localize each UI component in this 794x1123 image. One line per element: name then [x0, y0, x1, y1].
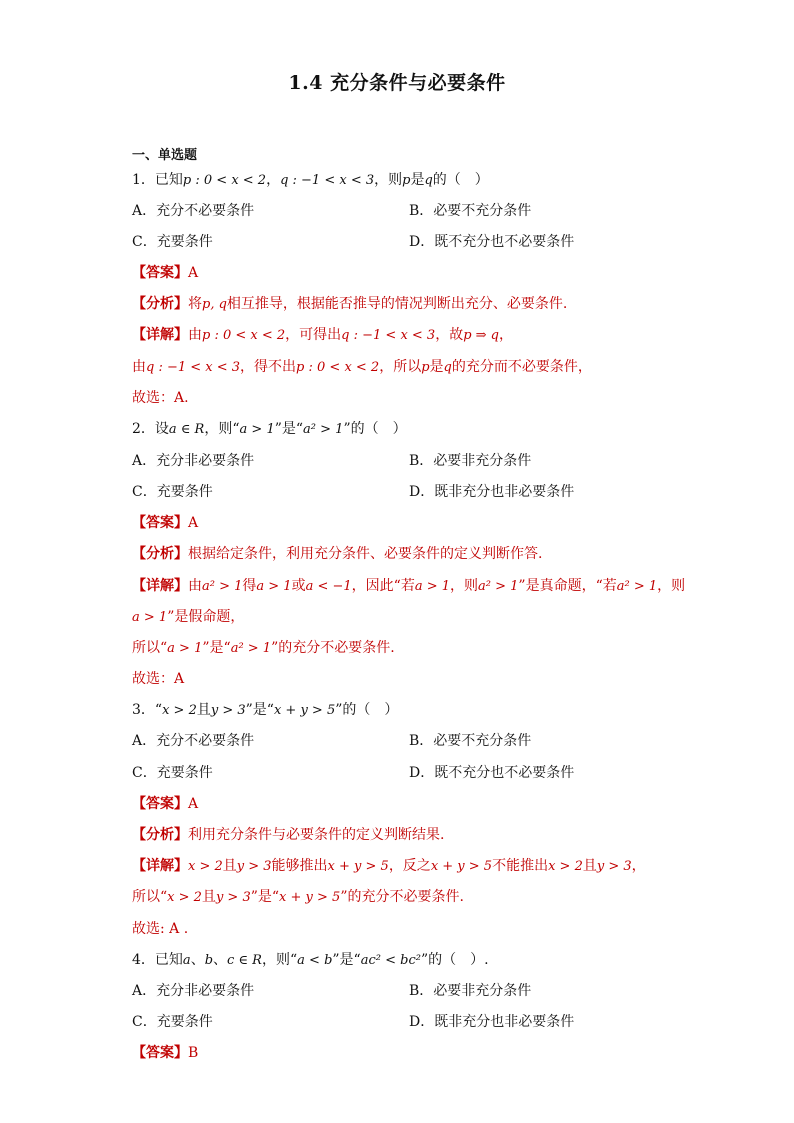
- q3-math: x + y > 5: [273, 703, 336, 718]
- q1-detail-text: ，故: [435, 327, 464, 343]
- q1-p-var: p: [402, 173, 411, 188]
- q3-detail-math: y > 3: [236, 859, 272, 874]
- q3-detail-math: x > 2: [188, 859, 223, 874]
- q2-detail-line1: [132, 576, 685, 597]
- q3-analysis: [132, 825, 444, 845]
- q2-detail-math: a < −1: [305, 579, 352, 594]
- q2-detail-math: a² > 1: [230, 641, 272, 656]
- q2-detail-text: ，因此“若: [351, 578, 415, 594]
- q1-stem-text: ，则: [374, 172, 403, 188]
- q4-stem-text: 、: [190, 952, 205, 968]
- q3-math: x > 2: [162, 703, 197, 718]
- q2-detail-text: ”是真命题，“若: [518, 578, 617, 594]
- q1-p-condition: p : 0 < x < 2: [182, 173, 267, 188]
- q2-stem-text: ”的（ ）: [343, 421, 407, 437]
- q1-detail-line1: [132, 325, 513, 346]
- q3-answer: [132, 794, 198, 814]
- q2-stem-text: 2．设: [132, 421, 169, 437]
- q1-stem-text: 的（ ）: [432, 172, 489, 188]
- q3-detail-text: 所以“: [132, 889, 168, 905]
- q1-analysis-text: 相互推导，根据能否推导的情况判断出充分、必要条件.: [226, 296, 568, 312]
- q2-detail-math: a > 1: [132, 610, 168, 625]
- analysis-label: 【分析】: [132, 546, 188, 562]
- q1-detail-text: 是: [429, 359, 444, 375]
- q4-stem-text: ”是“: [332, 952, 361, 968]
- q4-stem-text: 、: [213, 952, 228, 968]
- q1-q-var: q: [424, 173, 433, 188]
- q3-stem: [132, 700, 398, 721]
- q4-option-d: D．既非充分也非必要条件: [409, 1014, 575, 1030]
- q3-detail-text: ”的充分不必要条件.: [340, 889, 464, 905]
- q2-option-b: B．必要非充分条件: [409, 453, 532, 469]
- q4-stem-text: ”的（ ）.: [420, 952, 489, 968]
- q2-detail-text: ，则: [657, 578, 686, 594]
- q2-detail-text: 由: [188, 578, 202, 594]
- q1-option-d: D．既不充分也不必要条件: [409, 234, 575, 250]
- q4-math: b: [204, 953, 214, 968]
- q3-detail-text: ，反之: [388, 858, 431, 874]
- q2-detail-math: a² > 1: [202, 579, 243, 594]
- q1-detail-math: p: [421, 360, 430, 375]
- q2-detail-text: ”的充分不必要条件.: [271, 640, 395, 656]
- q1-detail-text: ，: [499, 327, 514, 343]
- q2-conclusion: 故选：A: [132, 671, 185, 687]
- answer-label: 【答案】: [132, 1045, 188, 1061]
- q3-stem-text: 3．“: [132, 702, 163, 718]
- q2-detail-text: ”是“: [202, 640, 231, 656]
- q4-option-a: A．充分非必要条件: [132, 983, 255, 999]
- q2-option-c: C．充要条件: [132, 484, 213, 500]
- q1-stem: [132, 170, 489, 191]
- q1-detail-text: 的充分而不必要条件，: [451, 359, 592, 375]
- q1-detail-math: p : 0 < x < 2: [296, 360, 380, 375]
- q2-option-d: D．既非充分也非必要条件: [409, 484, 575, 500]
- q1-detail-math: q : −1 < x < 3: [146, 360, 241, 375]
- q1-analysis-math: p, q: [202, 297, 227, 312]
- q1-answer: [132, 263, 198, 283]
- q1-option-a: A．充分不必要条件: [132, 203, 255, 219]
- answer-label: 【答案】: [132, 515, 188, 531]
- q3-detail-math: x + y > 5: [430, 859, 493, 874]
- q1-option-b: B．必要不充分条件: [409, 203, 532, 219]
- q3-detail-math: x + y > 5: [279, 890, 341, 905]
- q3-option-a: A．充分不必要条件: [132, 733, 255, 749]
- q3-detail-math: x > 2: [548, 859, 583, 874]
- q4-math: a < b: [297, 953, 333, 968]
- detail-label: 【详解】: [132, 858, 188, 874]
- q2-detail-math: a² > 1: [478, 579, 519, 594]
- analysis-label: 【分析】: [132, 827, 188, 843]
- q2-detail-text: 或: [291, 578, 306, 594]
- q4-answer: [132, 1043, 198, 1063]
- q4-answer-value: B: [188, 1045, 199, 1061]
- q1-stem-text: 是: [410, 172, 425, 188]
- q2-detail-text: ”是假命题，: [167, 609, 245, 625]
- q3-detail-text: 且: [201, 889, 216, 905]
- q3-conclusion: 故选: A .: [132, 921, 189, 937]
- q2-option-a: A．充分非必要条件: [132, 453, 255, 469]
- q2-answer: [132, 513, 198, 533]
- q1-stem-text: 1．已知: [132, 172, 183, 188]
- q1-detail-text: 由: [188, 327, 202, 343]
- q2-statement-1: a > 1: [239, 422, 275, 437]
- q2-detail-line3: [132, 638, 395, 659]
- q2-stem-text: ”是“: [274, 421, 304, 437]
- q4-math: c ∈ R: [227, 953, 262, 968]
- q1-detail-line2: [132, 357, 592, 378]
- section-heading: 一、单选题: [132, 148, 198, 163]
- q3-detail-math: x > 2: [167, 890, 202, 905]
- q4-math: a: [182, 953, 191, 968]
- q3-analysis-text: 利用充分条件与必要条件的定义判断结果.: [188, 827, 445, 843]
- q4-option-c: C．充要条件: [132, 1014, 213, 1030]
- q1-answer-value: A: [188, 265, 199, 281]
- q3-stem-text: ”是“: [245, 702, 274, 718]
- q3-detail-text: 能够推出: [271, 858, 328, 874]
- q3-option-d: D．既不充分也不必要条件: [409, 765, 575, 781]
- q3-stem-text: 且: [196, 702, 211, 718]
- q2-statement-2: a² > 1: [303, 422, 344, 437]
- q4-stem: [132, 950, 489, 971]
- q1-detail-text: 由: [132, 359, 146, 375]
- q2-stem-text: ，则“: [204, 421, 240, 437]
- q2-detail-math: a > 1: [256, 579, 292, 594]
- q1-analysis: [132, 294, 567, 315]
- q2-detail-math: a > 1: [167, 641, 203, 656]
- q1-analysis-text: 将: [188, 296, 202, 312]
- q3-option-b: B．必要不充分条件: [409, 733, 532, 749]
- q2-detail-line2: [132, 607, 244, 628]
- q2-detail-math: a² > 1: [616, 579, 658, 594]
- q1-q-condition: q : −1 < x < 3: [280, 173, 375, 188]
- q2-condition: a ∈ R: [168, 422, 205, 437]
- q2-analysis-text: 根据给定条件，利用充分条件、必要条件的定义判断作答.: [188, 546, 543, 562]
- q4-stem-text: 4．已知: [132, 952, 183, 968]
- q4-math: ac² < bc²: [360, 953, 421, 968]
- q1-detail-text: ，所以: [379, 359, 422, 375]
- q3-detail-text: ，: [631, 858, 646, 874]
- q3-detail-text: 且: [222, 858, 237, 874]
- answer-label: 【答案】: [132, 796, 188, 812]
- q3-answer-value: A: [188, 796, 199, 812]
- q1-detail-math: q: [443, 360, 452, 375]
- q3-detail-text: ”是“: [250, 889, 280, 905]
- q1-detail-text: ，可得出: [285, 327, 342, 343]
- q3-detail-math: y > 3: [215, 890, 251, 905]
- q1-detail-math: p : 0 < x < 2: [202, 328, 286, 343]
- q3-detail-text: 且: [582, 858, 597, 874]
- q4-stem-text: ，则“: [261, 952, 298, 968]
- detail-label: 【详解】: [132, 327, 188, 343]
- detail-label: 【详解】: [132, 578, 188, 594]
- q3-detail-line1: [132, 856, 646, 877]
- page-title: 1.4 充分条件与必要条件: [288, 72, 506, 94]
- analysis-label: 【分析】: [132, 296, 188, 312]
- q1-detail-text: ，得不出: [240, 359, 297, 375]
- q2-detail-text: 所以“: [132, 640, 168, 656]
- q3-option-c: C．充要条件: [132, 765, 213, 781]
- q1-sep: ，: [266, 172, 281, 188]
- q2-detail-math: a > 1: [414, 579, 451, 594]
- q3-detail-math: x + y > 5: [327, 859, 389, 874]
- q3-detail-math: y > 3: [596, 859, 632, 874]
- q2-detail-text: 得: [242, 578, 257, 594]
- q1-conclusion: 故选：A.: [132, 390, 189, 406]
- q3-detail-text: 不能推出: [492, 858, 549, 874]
- answer-label: 【答案】: [132, 265, 188, 281]
- q2-stem: [132, 419, 407, 440]
- q1-detail-math: q : −1 < x < 3: [341, 328, 436, 343]
- q2-detail-text: ，则: [450, 578, 479, 594]
- q3-math: y > 3: [210, 703, 246, 718]
- q1-detail-math: p ⇒ q: [463, 328, 500, 343]
- q2-analysis: [132, 544, 542, 564]
- q1-option-c: C．充要条件: [132, 234, 213, 250]
- q2-answer-value: A: [188, 515, 199, 531]
- q3-detail-line2: [132, 887, 464, 908]
- q4-option-b: B．必要非充分条件: [409, 983, 532, 999]
- q3-stem-text: ”的（ ）: [335, 702, 399, 718]
